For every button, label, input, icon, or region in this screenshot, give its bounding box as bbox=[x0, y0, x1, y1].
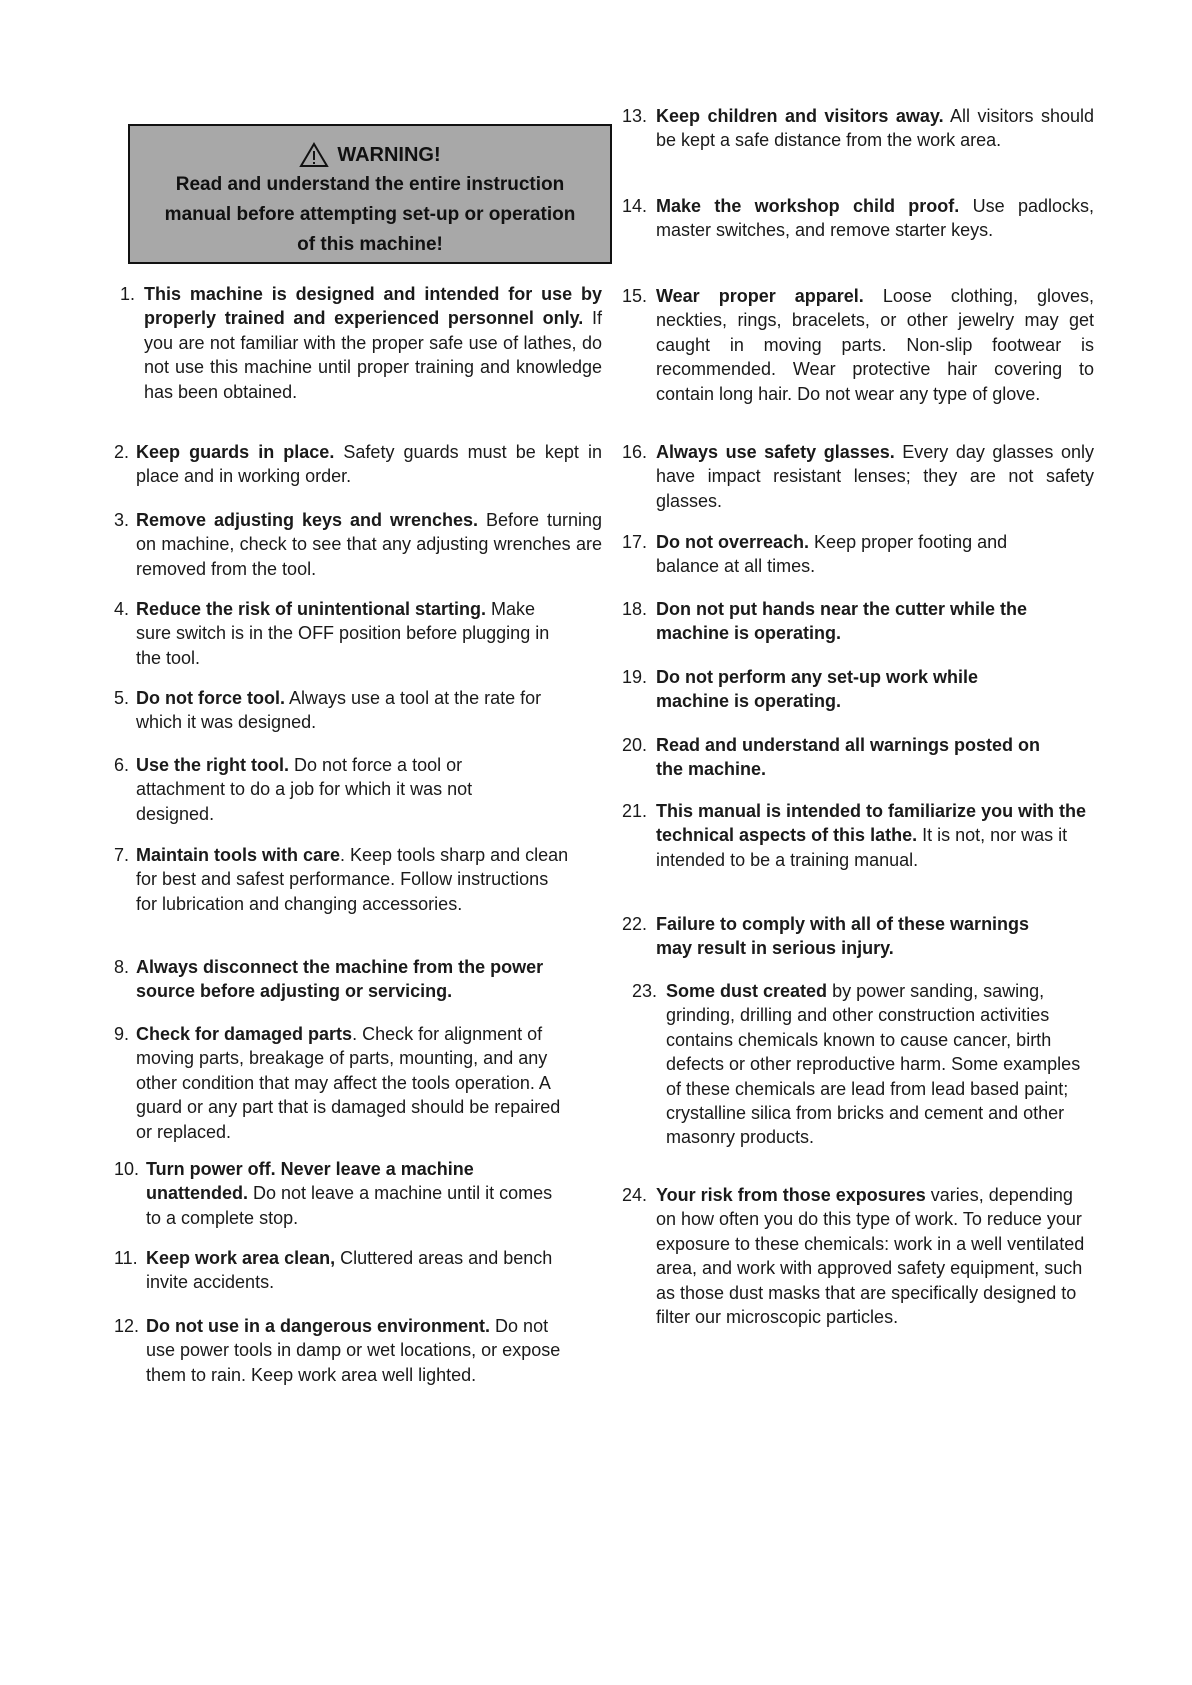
safety-item-21 bbox=[622, 799, 1094, 872]
item-number: 3. bbox=[114, 510, 130, 530]
item-heading: Turn power off. Never leave a machine unattended. bbox=[146, 1159, 474, 1204]
item-number: 13. bbox=[622, 106, 648, 126]
item-number: 22. bbox=[622, 914, 648, 934]
item-number: 20. bbox=[622, 735, 648, 755]
safety-item-10 bbox=[114, 1157, 554, 1230]
safety-item-13 bbox=[622, 104, 1094, 153]
item-heading: Do not use in a dangerous environment. bbox=[146, 1316, 491, 1336]
item-text: It is not, nor was it intended to be a training manual. bbox=[656, 825, 1068, 870]
item-heading: Failure to comply with all of these warnings may result in serious injury. bbox=[656, 914, 1030, 959]
item-number: 6. bbox=[114, 755, 130, 775]
safety-item-6 bbox=[114, 753, 534, 826]
item-number: 24. bbox=[622, 1185, 648, 1205]
item-number: 7. bbox=[114, 845, 130, 865]
item-number: 12. bbox=[114, 1316, 140, 1336]
item-number: 5. bbox=[114, 688, 130, 708]
item-heading: Do not perform any set-up work while machine is operating. bbox=[656, 667, 979, 712]
item-heading: Wear proper apparel. bbox=[656, 286, 864, 306]
safety-item-3 bbox=[114, 508, 602, 581]
item-number: 21. bbox=[622, 801, 648, 821]
item-text: Loose clothing, gloves, neckties, rings, bracelets, or other jewelry may get caught in moving parts. Non-slip footwear is recommended. Wear protective hair covering to contain long hair. Do not wear any type of glove. bbox=[656, 286, 1095, 404]
item-heading: Do not force tool. bbox=[136, 688, 285, 708]
item-heading: Keep work area clean, bbox=[146, 1248, 336, 1268]
item-text: Keep proper footing and balance at all times. bbox=[656, 532, 1008, 577]
safety-item-15 bbox=[622, 284, 1094, 406]
item-number: 9. bbox=[114, 1024, 130, 1044]
warning-triangle-icon bbox=[299, 142, 329, 168]
item-heading: This manual is intended to familiarize you with the technical aspects of this lathe. bbox=[656, 801, 1087, 846]
item-text: . Check for alignment of moving parts, breakage of parts, mounting, and any other condition that may affect the tools operation. A guard or any part that is damaged should be repaired or replaced. bbox=[136, 1024, 561, 1142]
item-text: Do not force a tool or attachment to do a job for which it was not designed. bbox=[136, 755, 473, 824]
item-text: All visitors should be kept a safe distance from the work area. bbox=[656, 106, 1094, 151]
safety-item-8 bbox=[114, 955, 574, 1004]
item-heading: Reduce the risk of unintentional starting. bbox=[136, 599, 487, 619]
safety-item-24 bbox=[622, 1183, 1094, 1329]
item-number: 4. bbox=[114, 599, 130, 619]
item-number: 19. bbox=[622, 667, 648, 687]
item-number: 15. bbox=[622, 286, 648, 306]
item-number: 23. bbox=[632, 981, 658, 1001]
safety-item-1 bbox=[120, 282, 602, 404]
safety-item-18 bbox=[622, 597, 1094, 646]
safety-item-16 bbox=[622, 440, 1094, 513]
safety-item-11 bbox=[114, 1246, 574, 1295]
safety-item-23 bbox=[632, 979, 1094, 1150]
safety-item-5 bbox=[114, 686, 574, 735]
item-text: Do not use power tools in damp or wet locations, or expose them to rain. Keep work area well lighted. bbox=[146, 1316, 561, 1385]
item-heading: Always disconnect the machine from the power source before adjusting or servicing. bbox=[136, 957, 544, 1002]
safety-item-17 bbox=[622, 530, 1072, 579]
item-text: Do not leave a machine until it comes to a complete stop. bbox=[146, 1183, 553, 1228]
safety-item-19 bbox=[622, 665, 1042, 714]
item-text: Every day glasses only have impact resistant lenses; they are not safety glasses. bbox=[656, 442, 1094, 511]
warning-line-1: Read and understand the entire instruction bbox=[175, 174, 565, 195]
item-text: Before turning on machine, check to see that any adjusting wrenches are removed from the tool. bbox=[136, 510, 602, 579]
warning-heading bbox=[130, 140, 610, 170]
item-heading: Do not overreach. bbox=[656, 532, 810, 552]
safety-item-14 bbox=[622, 194, 1094, 243]
item-text: varies, depending on how often you do this type of work. To reduce your exposure to these chemicals: work in a well ventilated area, and work with approved safety equipment, such as those dust masks that are specifically designed to filter our microscopic particles. bbox=[656, 1185, 1085, 1328]
safety-item-12 bbox=[114, 1314, 574, 1387]
item-text: . Keep tools sharp and clean for best and safest performance. Follow instructions for lubrication and changing accessories. bbox=[136, 845, 569, 914]
item-number: 18. bbox=[622, 599, 648, 619]
safety-item-2 bbox=[114, 440, 602, 489]
item-heading: Your risk from those exposures bbox=[656, 1185, 926, 1205]
safety-item-22 bbox=[622, 912, 1042, 961]
item-number: 14. bbox=[622, 196, 648, 216]
item-heading: Don not put hands near the cutter while the machine is operating. bbox=[656, 599, 1028, 644]
warning-box bbox=[128, 124, 612, 264]
item-text: by power sanding, sawing, grinding, drilling and other construction activities contains chemicals known to cause cancer, birth defects or other reproductive harm. Some examples of these chemicals are lead from lead based paint; crystalline silica from bricks and cement and other masonry products. bbox=[666, 981, 1081, 1148]
item-number: 1. bbox=[120, 284, 136, 304]
warning-title: WARNING! bbox=[337, 144, 441, 166]
item-number: 17. bbox=[622, 532, 648, 552]
item-heading: Keep children and visitors away. bbox=[656, 106, 944, 126]
item-number: 2. bbox=[114, 442, 130, 462]
item-heading: Maintain tools with care bbox=[136, 845, 341, 865]
item-text: Cluttered areas and bench invite accidents. bbox=[146, 1248, 553, 1293]
item-heading: Make the workshop child proof. bbox=[656, 196, 960, 216]
safety-item-4 bbox=[114, 597, 574, 670]
safety-item-20 bbox=[622, 733, 1062, 782]
item-heading: Keep guards in place. bbox=[136, 442, 335, 462]
item-number: 11. bbox=[114, 1248, 138, 1268]
item-text: If you are not familiar with the proper safe use of lathes, do not use this machine until proper training and knowledge has been obtained. bbox=[144, 308, 602, 402]
safety-item-9 bbox=[114, 1022, 574, 1144]
item-number: 10. bbox=[114, 1159, 140, 1179]
item-heading: Use the right tool. bbox=[136, 755, 289, 775]
item-number: 8. bbox=[114, 957, 130, 977]
item-heading: Remove adjusting keys and wrenches. bbox=[136, 510, 478, 530]
item-text: Always use a tool at the rate for which it was designed. bbox=[136, 688, 542, 733]
item-text: Safety guards must be kept in place and in working order. bbox=[136, 442, 602, 487]
item-heading: Check for damaged parts bbox=[136, 1024, 353, 1044]
item-heading: Read and understand all warnings posted on the machine. bbox=[656, 735, 1041, 780]
warning-line-3: of this machine! bbox=[297, 234, 443, 255]
item-heading: This machine is designed and intended for use by properly trained and experienced personnel only. bbox=[144, 284, 602, 329]
item-heading: Always use safety glasses. bbox=[656, 442, 895, 462]
item-text: Use padlocks, master switches, and remove starter keys. bbox=[656, 196, 1095, 241]
item-heading: Some dust created bbox=[666, 981, 828, 1001]
warning-line-2: manual before attempting set-up or operation bbox=[164, 204, 576, 225]
item-text: Make sure switch is in the OFF position before plugging in the tool. bbox=[136, 599, 550, 668]
safety-item-7 bbox=[114, 843, 574, 916]
item-number: 16. bbox=[622, 442, 648, 462]
